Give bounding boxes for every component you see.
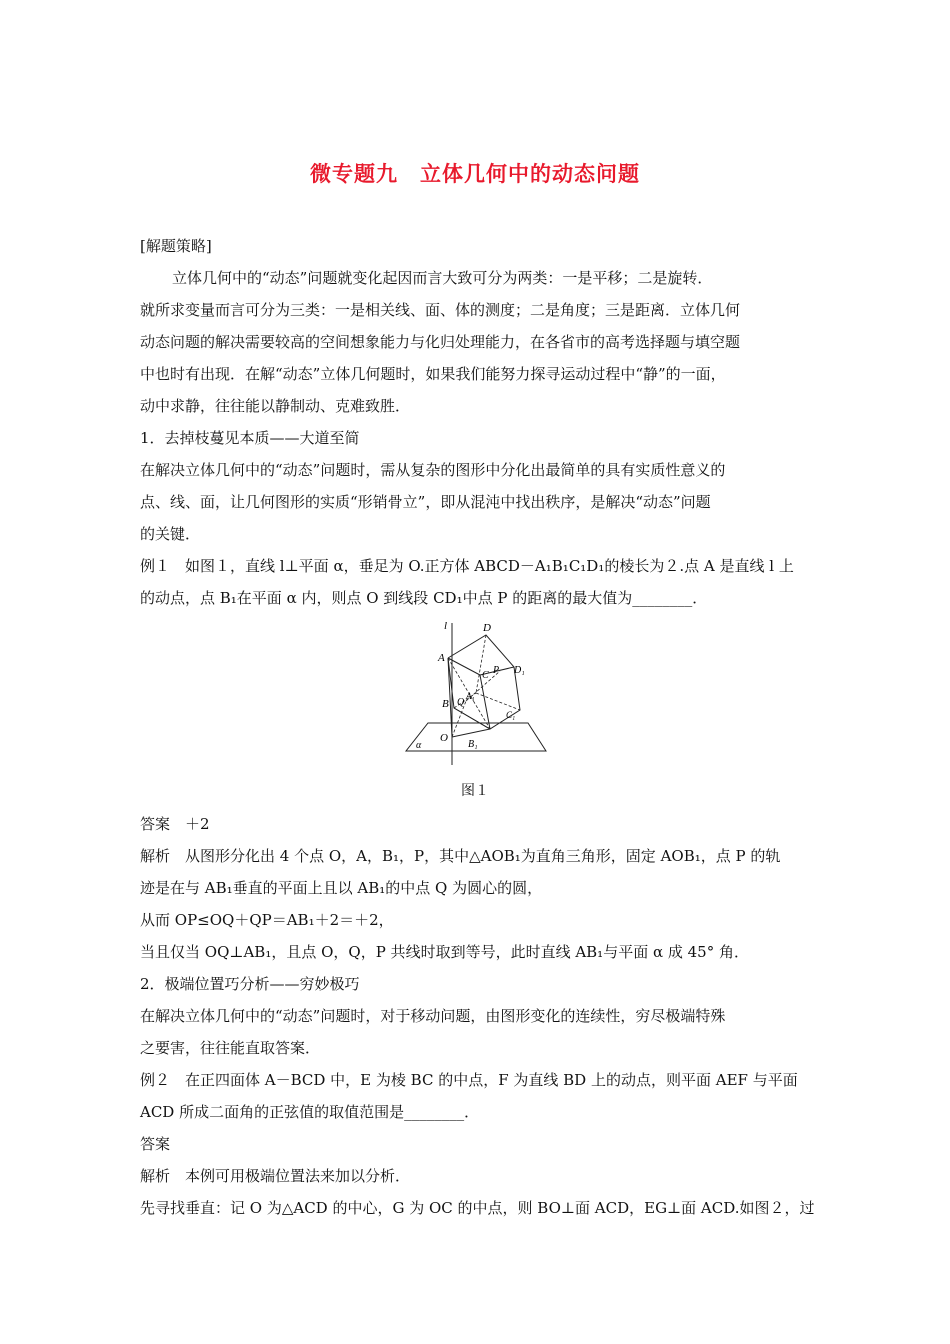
label-l: l	[444, 620, 448, 632]
analysis-line: 先寻找垂直：记 O 为△ACD 的中心，G 为 OC 的中点，则 BO⊥面 ACD，EG⊥面 ACD.如图２，过	[140, 1199, 815, 1217]
label-A1: A₁	[466, 691, 475, 701]
section-heading: 1．去掉枝蔓见本质——大道至简	[140, 429, 360, 447]
section-heading: 2．极端位置巧分析——穷妙极巧	[140, 975, 360, 993]
label-D: D	[483, 622, 491, 634]
analysis-line: 迹是在与 AB₁垂直的平面上且以 AB₁的中点 Q 为圆心的圆，	[140, 879, 543, 897]
example-line: ACD 所成二面角的正弦值的取值范围是________．	[140, 1103, 480, 1121]
label-O: O	[440, 732, 448, 744]
example-line: 例２ 在正四面体 A－BCD 中，E 为棱 BC 的中点，F 为直线 BD 上的动点，则平面 AEF 与平面	[140, 1071, 798, 1089]
analysis-line: 从而 OP≤OQ＋QP＝AB₁＋2＝＋2，	[140, 911, 394, 929]
analysis-line: 解析 从图形分化出 4 个点 O，A，B₁，P，其中△AOB₁为直角三角形，固定 AOB₁，点 P 的轨	[140, 847, 781, 865]
label-C: C	[482, 670, 489, 681]
page-title: 微专题九 立体几何中的动态问题	[310, 162, 640, 186]
paragraph-line: 立体几何中的“动态”问题就变化起因而言大致可分为两类：一是平移；二是旋转．	[172, 269, 713, 287]
figure-caption: 图１	[461, 783, 489, 799]
analysis-line: 当且仅当 OQ⊥AB₁，且点 O，Q，P 共线时取到等号，此时直线 AB₁与平面 α 成 45° 角．	[140, 943, 749, 961]
label-A: A	[438, 652, 445, 664]
label-D1: D₁	[514, 665, 525, 676]
example-line: 例１ 如图１，直线 l⊥平面 α，垂足为 O.正方体 ABCD－A₁B₁C₁D₁的棱长为２.点 A 是直线 l 上	[140, 557, 794, 575]
label-P: P	[493, 665, 500, 676]
paragraph-line: 就所求变量而言可分为三类：一是相关线、面、体的测度；二是角度；三是距离．立体几何	[140, 301, 741, 319]
paragraph-line: 点、线、面，让几何图形的实质“形销骨立”，即从混沌中找出秩序，是解决“动态”问题	[140, 493, 711, 511]
figure-1	[400, 615, 560, 775]
paragraph-line: 中也时有出现．在解“动态”立体几何题时，如果我们能努力探寻运动过程中“静”的一面，	[140, 365, 726, 383]
analysis-line: 解析 本例可用极端位置法来加以分析．	[140, 1167, 411, 1185]
paragraph-line: 在解决立体几何中的“动态”问题时，需从复杂的图形中分化出最简单的具有实质性意义的	[140, 461, 726, 479]
label-Q: Q	[457, 697, 465, 708]
paragraph-line: 动态问题的解决需要较高的空间想象能力与化归处理能力，在各省市的高考选择题与填空题	[140, 333, 741, 351]
label-B: B	[442, 698, 449, 710]
answer-line: 答案 ＋2	[140, 815, 210, 833]
paragraph-line: 在解决立体几何中的“动态”问题时，对于移动问题，由图形变化的连续性，穷尽极端特殊	[140, 1007, 726, 1025]
answer-line: 答案	[140, 1135, 171, 1153]
label-alpha: α	[416, 740, 422, 751]
paragraph-line: 的关键．	[140, 525, 201, 543]
label-C1: C₁	[506, 710, 516, 720]
paragraph-line: 之要害，往往能直取答案．	[140, 1039, 321, 1057]
paragraph-line: 动中求静，往往能以静制动、克难致胜．	[140, 397, 411, 415]
section-label: [解题策略]	[140, 237, 212, 255]
label-B1: B₁	[468, 739, 478, 750]
example-line: 的动点，点 B₁在平面 α 内，则点 O 到线段 CD₁中点 P 的距离的最大值为________．	[140, 589, 708, 607]
